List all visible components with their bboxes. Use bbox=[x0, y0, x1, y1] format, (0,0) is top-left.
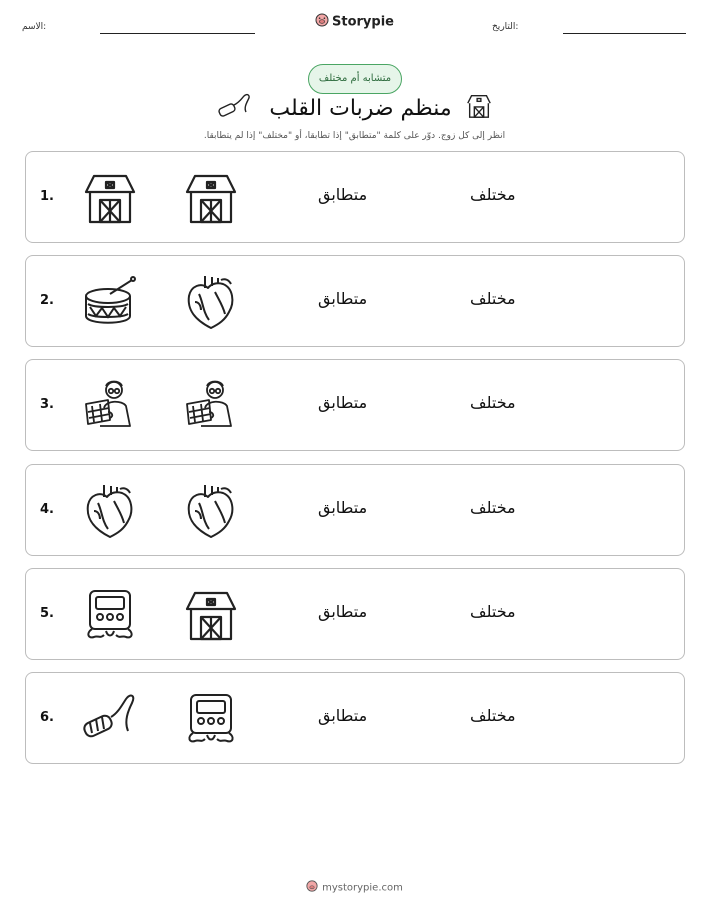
question-number: 4. bbox=[40, 501, 54, 517]
page-title: منظم ضربات القلب bbox=[269, 95, 452, 121]
date-line[interactable] bbox=[563, 33, 686, 34]
name-label: الاسم: bbox=[22, 22, 47, 32]
pacemaker-icon bbox=[80, 585, 140, 645]
doctor-icon bbox=[181, 376, 241, 436]
brand-name: Storypie bbox=[332, 14, 394, 30]
footer-url: mystorypie.com bbox=[322, 882, 403, 894]
question-card bbox=[25, 255, 685, 347]
question-card bbox=[25, 672, 685, 764]
date-label: التاريخ: bbox=[492, 22, 519, 32]
barn-icon bbox=[80, 168, 140, 228]
battery-wire-icon bbox=[216, 92, 256, 124]
question-number: 6. bbox=[40, 710, 54, 725]
option-different[interactable]: مختلف bbox=[470, 706, 516, 725]
question-card bbox=[25, 568, 685, 660]
brand-logo bbox=[0, 13, 709, 31]
pacemaker-icon bbox=[181, 689, 241, 749]
option-same[interactable]: متطابق bbox=[318, 497, 368, 517]
question-number: 5. bbox=[40, 605, 54, 621]
option-same[interactable]: متطابق bbox=[318, 289, 368, 309]
option-different[interactable]: مختلف bbox=[470, 497, 516, 517]
pig-logo-icon bbox=[315, 13, 329, 31]
footer bbox=[0, 880, 709, 895]
heart-icon bbox=[181, 481, 241, 541]
worksheet-type-badge: متشابه أم مختلف bbox=[308, 64, 402, 94]
heart-icon bbox=[181, 272, 241, 332]
pig-logo-icon bbox=[306, 880, 318, 895]
option-same[interactable]: متطابق bbox=[318, 393, 368, 413]
barn-icon bbox=[181, 168, 241, 228]
option-different[interactable]: مختلف bbox=[470, 185, 516, 204]
doctor-icon bbox=[80, 376, 140, 436]
question-card bbox=[25, 464, 685, 556]
barn-icon bbox=[465, 92, 493, 124]
drum-icon bbox=[80, 272, 140, 332]
option-different[interactable]: مختلف bbox=[470, 289, 516, 309]
heart-icon bbox=[80, 481, 140, 541]
option-same[interactable]: متطابق bbox=[318, 185, 368, 204]
option-same[interactable]: متطابق bbox=[318, 601, 368, 621]
instructions: انظر إلى كل زوج. دوّر على كلمة "متطابق" إذا تطابقا، أو "مختلف" إذا لم يتطابقا. bbox=[203, 131, 506, 141]
option-same[interactable]: متطابق bbox=[318, 706, 368, 725]
question-card bbox=[25, 359, 685, 451]
question-number: 2. bbox=[40, 293, 54, 309]
battery-wire-icon bbox=[80, 689, 140, 749]
name-line[interactable] bbox=[100, 33, 255, 34]
option-different[interactable]: مختلف bbox=[470, 601, 516, 621]
title-row bbox=[0, 92, 709, 124]
question-number: 1. bbox=[40, 189, 54, 204]
option-different[interactable]: مختلف bbox=[470, 393, 516, 413]
question-number: 3. bbox=[40, 397, 54, 413]
barn-icon bbox=[181, 585, 241, 645]
question-card bbox=[25, 151, 685, 243]
